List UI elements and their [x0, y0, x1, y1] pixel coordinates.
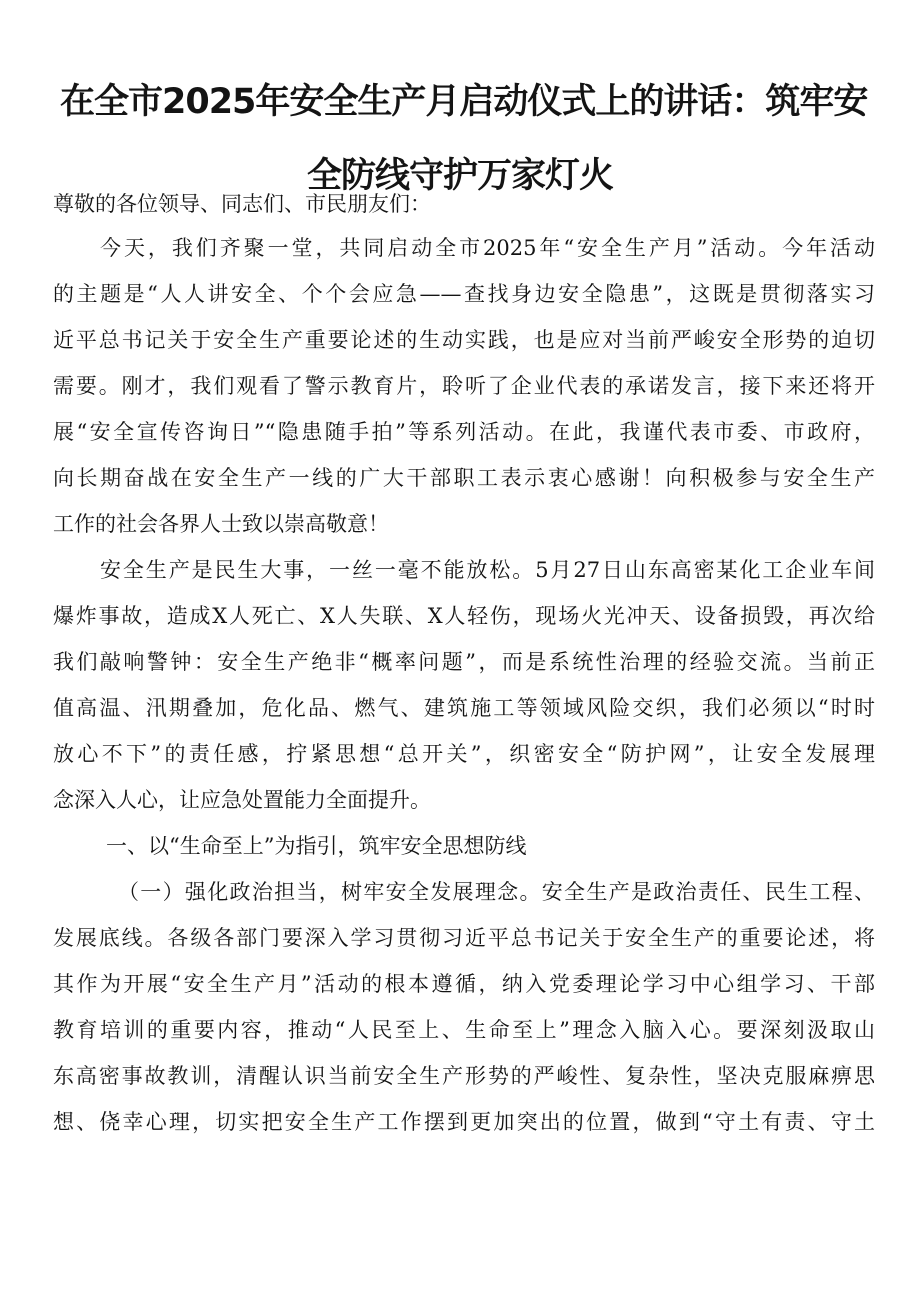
paragraph-2-line: 安全生产是民生大事，一丝一毫不能放松。5月27日山东高密某化工企业车间 [100, 558, 875, 582]
paragraph-3-line: 发展底线。各级各部门要深入学习贯彻习近平总书记关于安全生产的重要论述，将 [53, 926, 875, 950]
paragraph-2-line: 值高温、汛期叠加，危化品、燃气、建筑施工等领域风险交织，我们必须以“时时 [53, 696, 875, 720]
paragraph-1-line: 今天，我们齐聚一堂，共同启动全市2025年“安全生产月”活动。今年活动 [100, 236, 875, 260]
document-title-line-2: 全防线守护万家灯火 [306, 156, 613, 196]
paragraph-1-line: 需要。刚才，我们观看了警示教育片，聆听了企业代表的承诺发言，接下来还将开 [53, 374, 875, 398]
paragraph-3-line: （一）强化政治担当，树牢安全发展理念。安全生产是政治责任、民生工程、 [118, 880, 875, 904]
paragraph-1-line: 近平总书记关于安全生产重要论述的生动实践，也是应对当前严峻安全形势的迫切 [53, 328, 875, 352]
paragraph-3-line: 想、侥幸心理，切实把安全生产工作摆到更加突出的位置，做到“守土有责、守土 [53, 1110, 875, 1134]
paragraph-1-line: 展“安全宣传咨询日”“隐患随手拍”等系列活动。在此，我谨代表市委、市政府， [53, 420, 875, 444]
section-heading-1: 一、以“生命至上”为指引，筑牢安全思想防线 [106, 834, 527, 858]
paragraph-3-line: 其作为开展“安全生产月”活动的根本遵循，纳入党委理论学习中心组学习、干部 [53, 972, 875, 996]
paragraph-3-line: 东高密事故教训，清醒认识当前安全生产形势的严峻性、复杂性，坚决克服麻痹思 [53, 1064, 875, 1088]
paragraph-1-line: 工作的社会各界人士致以崇高敬意！ [53, 512, 389, 536]
paragraph-3-line: 教育培训的重要内容，推动“人民至上、生命至上”理念入脑入心。要深刻汲取山 [53, 1018, 875, 1042]
paragraph-1-line: 的主题是“人人讲安全、个个会应急——查找身边安全隐患”，这既是贯彻落实习 [53, 282, 875, 306]
paragraph-2-line: 念深入人心，让应急处置能力全面提升。 [53, 788, 431, 812]
paragraph-2-line: 放心不下”的责任感，拧紧思想“总开关”，织密安全“防护网”，让安全发展理 [53, 742, 875, 766]
document-title-line-1: 在全市2025年安全生产月启动仪式上的讲话：筑牢安 [60, 82, 868, 122]
salutation: 尊敬的各位领导、同志们、市民朋友们： [53, 192, 431, 216]
paragraph-1-line: 向长期奋战在安全生产一线的广大干部职工表示衷心感谢！向积极参与安全生产 [53, 466, 875, 490]
paragraph-2-line: 我们敲响警钟：安全生产绝非“概率问题”，而是系统性治理的经验交流。当前正 [53, 650, 875, 674]
paragraph-2-line: 爆炸事故，造成X人死亡、X人失联、X人轻伤，现场火光冲天、设备损毁，再次给 [53, 604, 875, 628]
